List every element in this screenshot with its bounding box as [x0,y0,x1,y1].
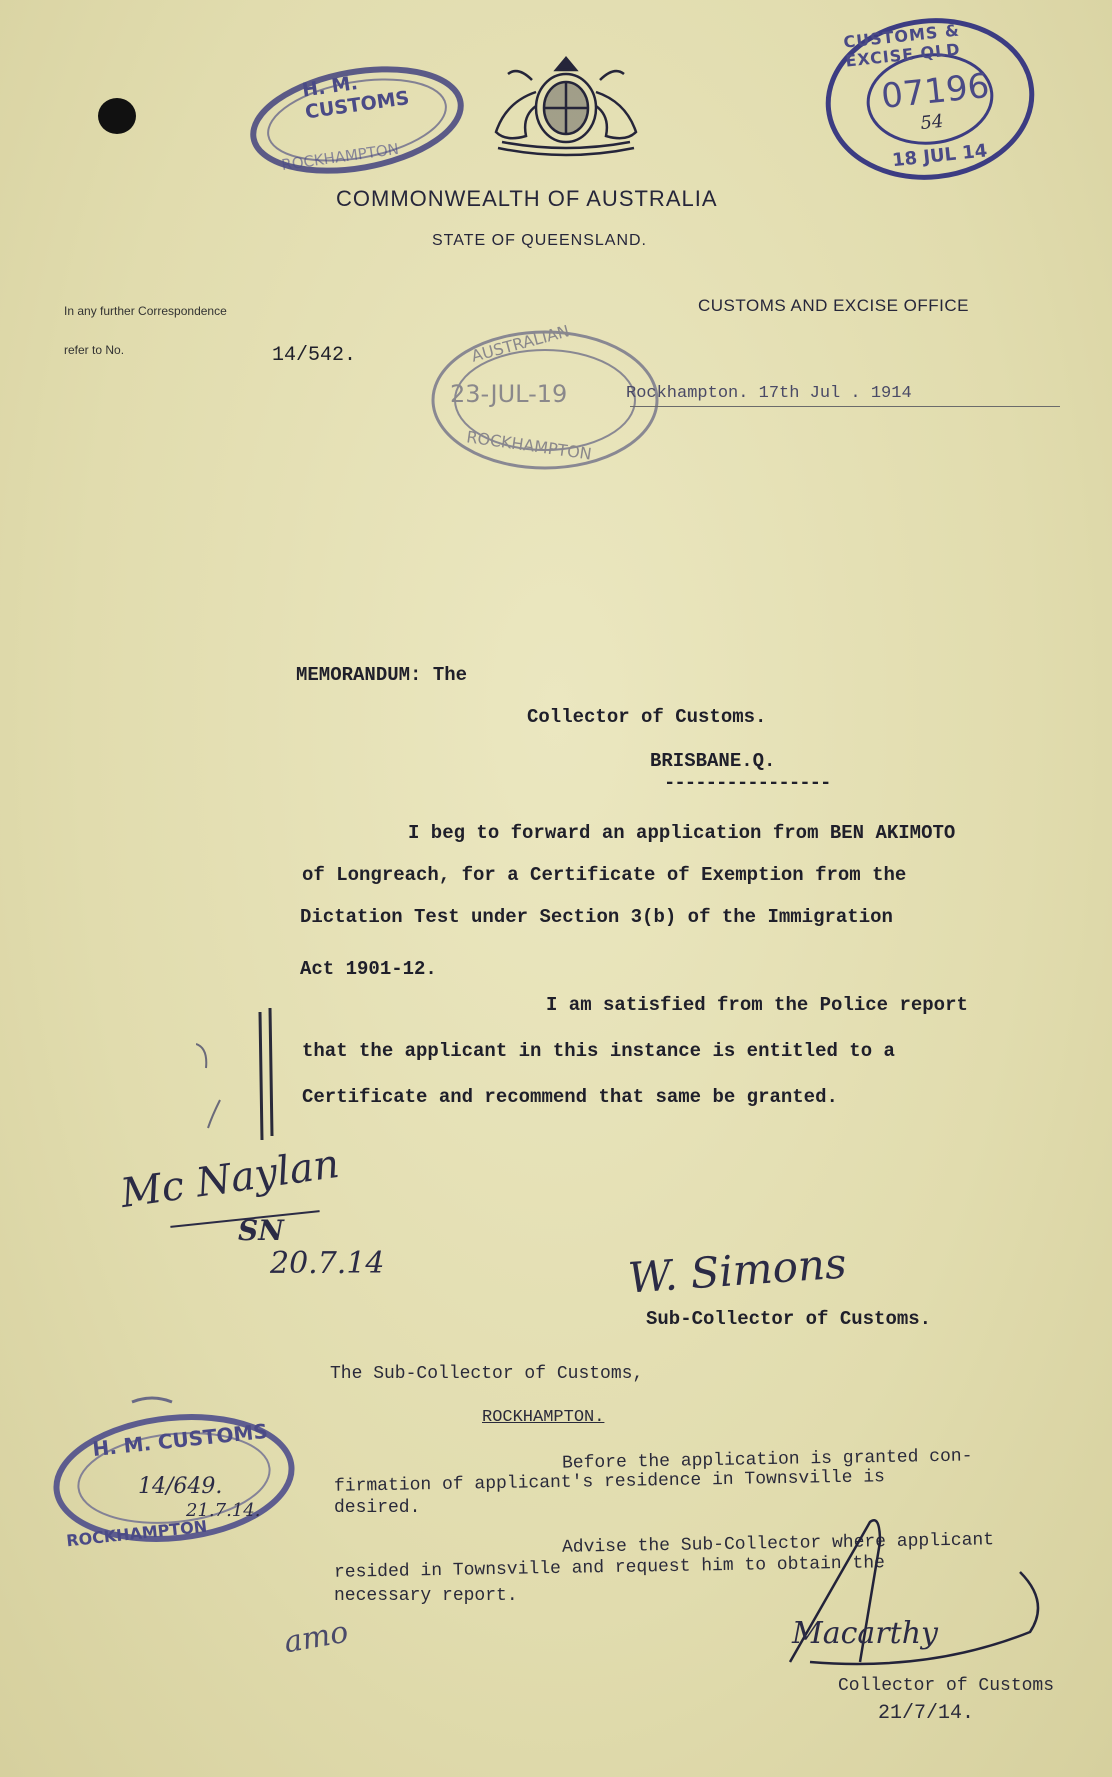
received-stamp-bottom: ROCKHAMPTON [465,427,593,464]
refer-number: 14/542. [272,344,357,367]
received-stamp [420,318,660,478]
sub-collector-signature: W. Simons [626,1238,848,1303]
stamp-bottom-text: H. M. CUSTOMS [91,1418,269,1462]
reply-para1-line3: desired. [334,1498,421,1518]
round-stamp-subnumber: 54 [919,110,945,135]
memo-city: BRISBANE.Q. [650,750,776,772]
reply-addressee: The Sub-Collector of Customs, [330,1364,644,1384]
collector-title: Collector of Customs [838,1676,1055,1696]
margin-stroke-icon [196,1004,286,1144]
reply-initials: amo [281,1614,351,1661]
reply-para2-line3: necessary report. [334,1586,518,1606]
collector-date: 21/7/14. [878,1702,975,1725]
customs-oval-stamp-bottom [46,1392,302,1562]
refer-label: refer to No. [64,343,125,357]
royal-crest-icon [478,52,654,160]
margin-note-name: Mc Naylan [117,1140,343,1218]
round-stamp-number: 07196 [879,65,992,117]
received-stamp-date: 23-JUL-19 [450,380,568,408]
round-stamp-date: 18 JUL 14 [891,140,989,172]
correspondence-label: In any further Correspondence [64,304,227,318]
memo-para2-line2: that the applicant in this instance is entitled to a [302,1040,895,1062]
memo-para1-line1: I beg to forward an application from BEN AKIMOTO [408,822,956,844]
memo-para1-line3: Dictation Test under Section 3(b) of the Immigration [300,906,893,928]
customs-oval-stamp-top [245,62,470,180]
received-stamp-ring: AUSTRALIAN [469,321,572,366]
reply-para2-line1: Advise the Sub-Collector where applicant [561,1530,995,1558]
place-date-line [630,406,1060,407]
coat-of-arms [478,52,654,160]
reply-city: ROCKHAMPTON. [482,1408,605,1427]
country-title: COMMONWEALTH OF AUSTRALIA [336,186,718,211]
memo-para2-line3: Certificate and recommend that same be granted. [302,1086,838,1108]
office-title: CUSTOMS AND EXCISE OFFICE [698,296,970,315]
memo-para1-line2: of Longreach, for a Certificate of Exemption from the [302,864,907,886]
punch-hole [98,98,136,134]
stamp-bottom-bottom-text: ROCKHAMPTON [65,1516,208,1551]
margin-mark [196,1004,286,1144]
memo-addressee: Collector of Customs. [527,706,767,728]
reply-para2-line2: resided in Townsville and request him to obtain the [333,1553,886,1583]
reply-para1-line1: Before the application is granted con- [561,1446,973,1474]
margin-note-date: 20.7.14 [270,1246,385,1281]
memo-para2-line1: I am satisfied from the Police report [546,994,968,1016]
margin-note-initials: SN [238,1214,284,1247]
stamp-top-text: H. M. CUSTOMS [300,72,411,124]
memo-heading: MEMORANDUM: The [296,664,468,686]
state-title: STATE OF QUEENSLAND. [432,232,647,249]
stamp-bottom-date: 21.7.14. [186,1500,261,1521]
stamp-bottom-number: 14/649. [138,1474,223,1499]
round-stamp-ring-text: CUSTOMS & EXCISE QLD [842,20,962,71]
collector-signature: Macarthy [792,1616,938,1651]
customs-excise-round-stamp [812,3,1049,195]
memo-city-underline: ---------------- [664,772,831,794]
sub-collector-title: Sub-Collector of Customs. [646,1308,932,1330]
stamp-top-bottom-text: ROCKHAMPTON [280,139,400,175]
place-date: Rockhampton. 17th Jul . 1914 [626,384,912,403]
reply-para1-line2: firmation of applicant's residence in Townsville is [333,1467,886,1497]
memo-para1-line4: Act 1901-12. [300,958,437,980]
